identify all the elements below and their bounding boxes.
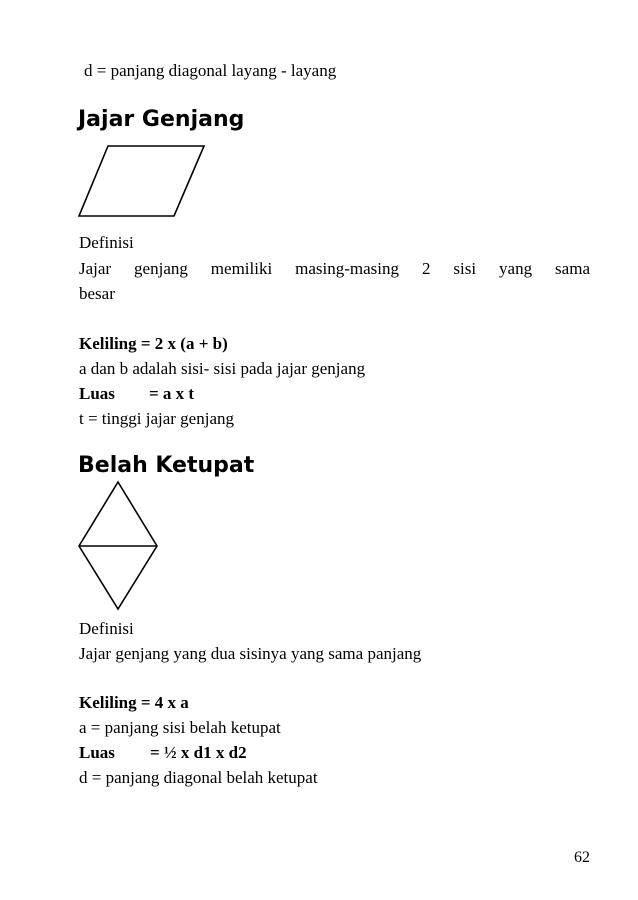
heading-belah-ketupat: Belah Ketupat: [78, 453, 255, 478]
definition-text-belah-ketupat: Jajar genjang yang dua sisinya yang sama panjang: [79, 644, 422, 663]
luas-note-jajar-genjang: t = tinggi jajar genjang: [79, 409, 234, 428]
luas-formula-belah-ketupat: = ½ x d1 x d2: [150, 743, 247, 762]
luas-label-belah-ketupat: Luas: [79, 743, 115, 762]
luas-formula-jajar-genjang: = a x t: [149, 384, 195, 403]
keliling-belah-ketupat: Keliling = 4 x a: [79, 693, 189, 712]
definition-text-jajar-genjang-line1: Jajar genjang memiliki masing-masing 2 sisi yang sama: [79, 259, 590, 278]
heading-jajar-genjang: Jajar Genjang: [78, 107, 245, 132]
parallelogram-figure: [78, 145, 206, 219]
definition-label-belah-ketupat: Definisi: [79, 619, 134, 638]
keliling-note-belah-ketupat: a = panjang sisi belah ketupat: [79, 718, 281, 737]
definition-label-jajar-genjang: Definisi: [79, 233, 134, 252]
keliling-jajar-genjang: Keliling = 2 x (a + b): [79, 334, 228, 353]
definition-text-jajar-genjang-line2: besar: [79, 284, 115, 303]
keliling-note-jajar-genjang: a dan b adalah sisi- sisi pada jajar genjang: [79, 359, 366, 378]
luas-label-jajar-genjang: Luas: [79, 384, 115, 403]
page-number: 62: [574, 849, 590, 866]
luas-note-belah-ketupat: d = panjang diagonal belah ketupat: [79, 768, 318, 787]
top-note: d = panjang diagonal layang - layang: [84, 61, 337, 80]
parallelogram-shape: [79, 146, 204, 216]
rhombus-figure: [77, 481, 159, 611]
